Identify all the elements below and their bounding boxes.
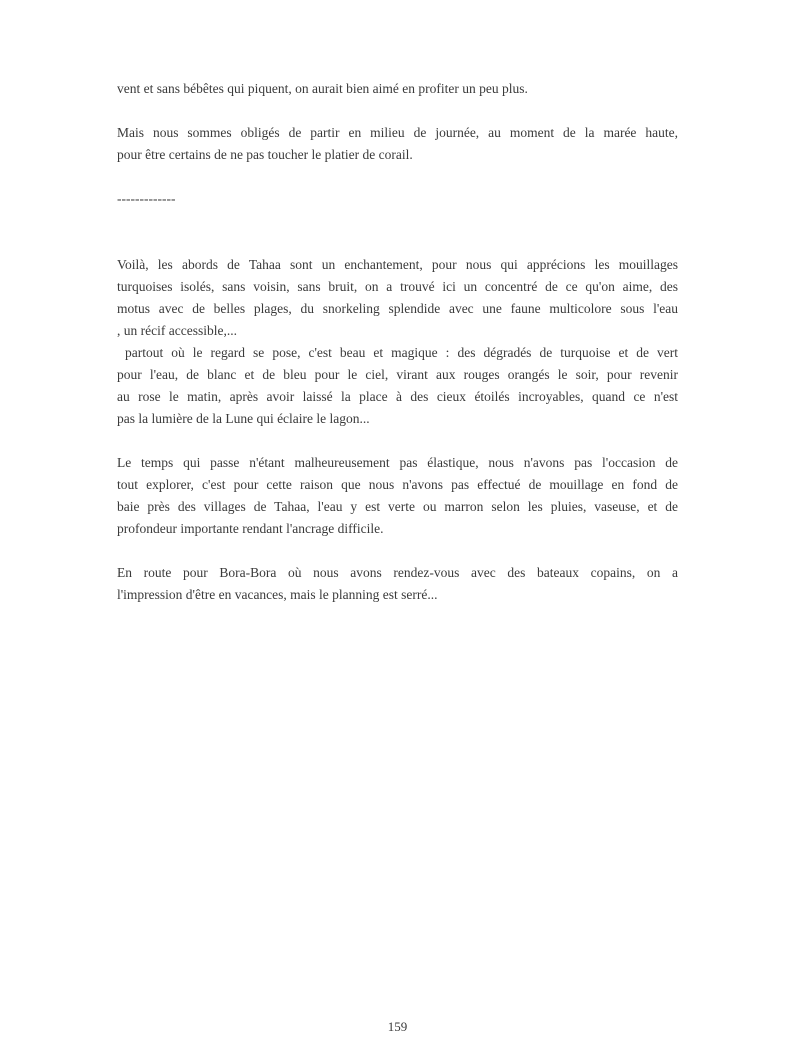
paragraph-line: l'impression d'être en vacances, mais le planning est serré... — [117, 587, 438, 602]
paragraph-line: pour l'eau, de blanc et de bleu pour le ciel, virant aux rouges orangés le soir, pour revenir — [117, 367, 678, 382]
paragraph-line: Voilà, les abords de Tahaa sont un enchantement, pour nous qui apprécions les mouillages — [117, 257, 678, 272]
paragraph-line: profondeur importante rendant l'ancrage difficile. — [117, 521, 384, 536]
paragraph-line: En route pour Bora-Bora où nous avons rendez-vous avec des bateaux copains, on a — [117, 565, 678, 580]
paragraph-line: , un récif accessible,... — [117, 323, 237, 338]
paragraph-line: Le temps qui passe n'étant malheureusement pas élastique, nous n'avons pas l'occasion de — [117, 455, 678, 470]
paragraph-4 — [117, 452, 678, 540]
paragraph-line: tout explorer, c'est pour cette raison que nous n'avons pas effectué de mouillage en fond de — [117, 477, 678, 492]
separator-dashes: ------------- — [117, 191, 176, 206]
paragraph-line: vent et sans bébêtes qui piquent, on aurait bien aimé en profiter un peu plus. — [117, 81, 528, 96]
paragraph-line: au rose le matin, après avoir laissé la place à des cieux étoilés incroyables, quand ce n'est — [117, 389, 678, 404]
paragraph-line: partout où le regard se pose, c'est beau et magique : des dégradés de turquoise et de vert — [117, 345, 678, 360]
paragraph-2 — [117, 122, 678, 166]
section-separator — [117, 188, 678, 210]
page-body — [117, 78, 678, 628]
paragraph-line: pour être certains de ne pas toucher le platier de corail. — [117, 147, 413, 162]
page-number: 159 — [387, 1019, 408, 1034]
paragraph-5 — [117, 562, 678, 606]
paragraph-line: turquoises isolés, sans voisin, sans bruit, on a trouvé ici un concentré de ce qu'on aime, des — [117, 279, 678, 294]
paragraph-line: baie près des villages de Tahaa, l'eau y est verte ou marron selon les pluies, vaseuse, et de — [117, 499, 678, 514]
paragraph-1 — [117, 78, 678, 100]
paragraph-line: motus avec de belles plages, du snorkeling splendide avec une faune multicolore sous l'eau — [117, 301, 678, 316]
paragraph-line: pas la lumière de la Lune qui éclaire le lagon... — [117, 411, 370, 426]
paragraph-3 — [117, 254, 678, 430]
paragraph-line: Mais nous sommes obligés de partir en milieu de journée, au moment de la marée haute, — [117, 125, 678, 140]
